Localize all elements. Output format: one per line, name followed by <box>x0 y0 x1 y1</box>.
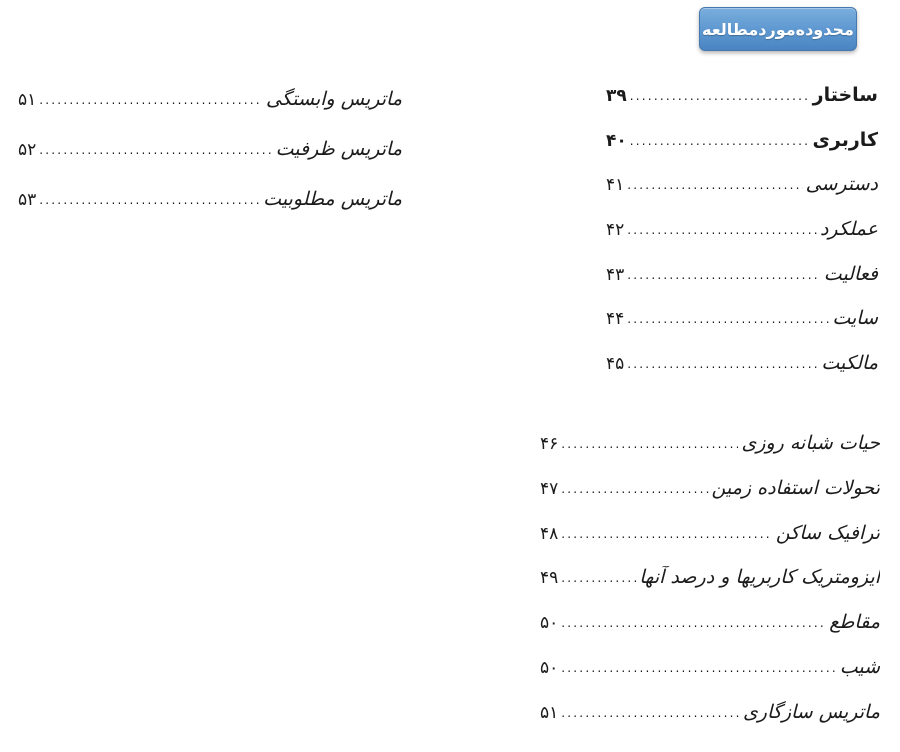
toc-entry[interactable] <box>540 522 880 567</box>
toc-entry[interactable] <box>540 432 880 477</box>
toc-entry-title: مقاطع <box>829 611 880 634</box>
toc-entry-page-number: ۵۱ <box>18 90 37 110</box>
dot-leader <box>561 706 740 720</box>
toc-entry-page-number: ۴۷ <box>540 478 559 499</box>
toc-entry[interactable] <box>606 263 878 308</box>
dot-leader <box>561 616 826 630</box>
dot-leader <box>630 134 810 148</box>
toc-entry-title: ماتریس وابستگی <box>265 88 402 110</box>
toc-entry-page-number: ۴۳ <box>606 264 625 285</box>
toc-entry-page-number: ۴۴ <box>606 309 625 330</box>
toc-entry-title: ماتریس ظرفیت <box>275 138 402 160</box>
dot-leader <box>561 482 708 496</box>
toc-entry-page-number: ۴۵ <box>606 354 625 375</box>
toc-entry[interactable] <box>606 84 878 129</box>
toc-entry-page-number: ۴۹ <box>540 568 559 589</box>
toc-entry-title: تحولات استفاده زمین <box>711 476 880 499</box>
toc-right-group-2 <box>540 432 880 746</box>
dot-leader <box>627 357 818 371</box>
toc-entry-title: ساختار <box>812 84 878 106</box>
dot-leader <box>39 193 260 207</box>
dot-leader <box>39 93 263 107</box>
toc-entry-title: عملکرد <box>819 218 878 241</box>
toc-entry-page-number: ۵۲ <box>18 140 37 160</box>
toc-entry-page-number: ۴۰ <box>606 130 627 151</box>
toc-entry-title: دسترسی <box>805 173 878 196</box>
toc-entry[interactable] <box>540 611 880 656</box>
dot-leader <box>627 268 821 282</box>
toc-entry[interactable] <box>18 88 402 138</box>
toc-left-group <box>18 88 402 238</box>
toc-entry-title: ماتریس مطلوبیت <box>263 188 402 210</box>
toc-entry-title: سایت <box>832 307 878 330</box>
toc-entry-page-number: ۵۳ <box>18 190 37 210</box>
toc-entry[interactable] <box>606 129 878 174</box>
toc-entry-title: ماتریس سازگاری <box>742 700 880 723</box>
toc-entry[interactable] <box>606 352 878 397</box>
toc-entry-title: ترافیک ساکن <box>775 521 880 544</box>
toc-entry[interactable] <box>606 218 878 263</box>
toc-right-group-1 <box>606 84 878 397</box>
toc-entry-title: کاربری <box>812 128 878 151</box>
toc-entry-page-number: ۴۸ <box>540 523 559 544</box>
dot-leader <box>627 223 817 237</box>
section-heading-badge <box>699 7 857 51</box>
dot-leader <box>561 437 738 451</box>
toc-entry[interactable] <box>540 701 880 746</box>
toc-entry-page-number: ۵۰ <box>540 613 559 634</box>
toc-entry-page-number: ۴۶ <box>540 434 559 454</box>
dot-leader <box>627 178 802 192</box>
toc-entry[interactable] <box>606 307 878 352</box>
toc-entry-page-number: ۵۱ <box>540 702 559 723</box>
dot-leader <box>630 89 810 103</box>
dot-leader <box>561 527 773 541</box>
toc-entry[interactable] <box>18 188 402 238</box>
dot-leader <box>627 312 829 326</box>
toc-entry[interactable] <box>540 566 880 611</box>
toc-entry-title: فعالیت <box>823 262 878 285</box>
section-heading-label: محدوده‌مورد‌مطالعه <box>702 19 854 39</box>
toc-entry-page-number: ۵۰ <box>540 657 559 678</box>
toc-entry[interactable] <box>18 138 402 188</box>
toc-entry-title: شیب <box>839 655 880 678</box>
toc-entry-title: ایزومتریک کاربریها و درصد آنها <box>639 566 880 589</box>
dot-leader <box>561 661 836 675</box>
dot-leader <box>561 571 636 585</box>
toc-entry[interactable] <box>540 477 880 522</box>
toc-entry-page-number: ۳۹ <box>606 86 627 106</box>
toc-entry-title: حیات شبانه روزی <box>741 432 880 454</box>
toc-entry-page-number: ۴۲ <box>606 220 625 241</box>
toc-entry-title: مالکیت <box>821 352 878 375</box>
toc-entry[interactable] <box>540 656 880 701</box>
toc-entry-page-number: ۴۱ <box>606 175 625 196</box>
dot-leader <box>39 143 272 157</box>
toc-entry[interactable] <box>606 173 878 218</box>
